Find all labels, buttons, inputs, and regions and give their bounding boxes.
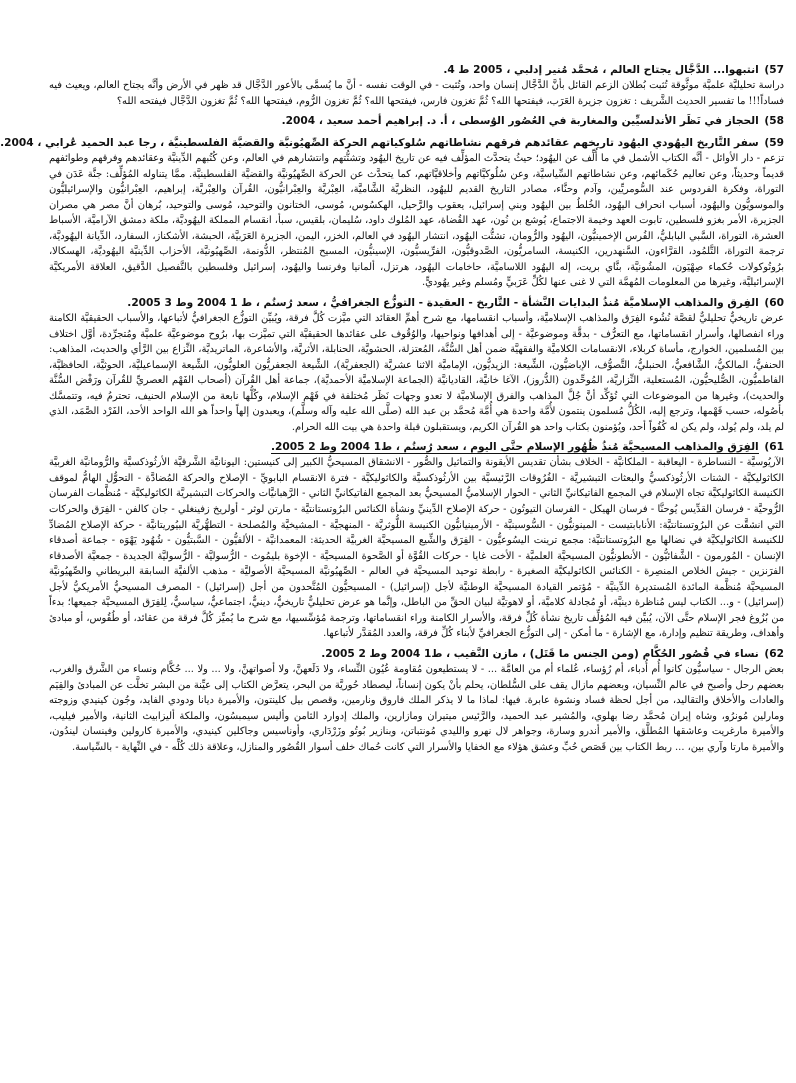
entry-description: بعض الرجال - سياسيُّون كانوا أُم أُدباء، أم رُؤساء، عُلماء أم من العامَّة ... - لا يستطيعون مُقاومة عُيُون النِّساء، ولا دَلَعهنَّ، ولا أصواتهنَّ، ولا ... ولا ... حُكَّام ونساء من الشَّرق والغرب، بعضهم رحل وأصبح في عالم النِّسيان، وبعضهم مازال يقف على السُّلطان، يحلم بأنْ يكون إنساناً، ليصطاد حُوريَّة من البحر، يتعرَّض الكتاب إلى عيِّنة من البشر تخلَّت عن المبادئ والقِيَم والعادات والأخلاق والتقاليد، من أجل لحظة فساد ونشوة عابرة. فيها: لماذا ما لا يذكر الملك فاروق ونارمين، وقصص بيل كلينتون، والأميرة ديانا ودودي الفايد، وجُون كينيدي وزوجته ومارلين مُونرُو، وشاه إيران مُحمَّد رضا بهلوي، والمُشير عبد الحميد، والرَّئيس ميتيران ومازارين، والملك إدوارد الثامن وأليس سيمبسُون، والملكة أليزابيث الثانية، والأمير فيليب، والأميرة مارغريت وعاشقها المُطلَّق، والأمير أندرو وسارة، وجواهر لال نهرو والليدي مُونتباتن، وبنازير بُوتُو وزَرْدَاري، وأوناسيس وجاكلين كينيدي، والأميرة كارولين وفينسان ليندُون، والأميرة مارتا وآري بين، ... ربط الكتاب بين قَصَص حُبِّ وعشق هؤلاء مع الخفايا والأسرار التي كانت حُماك خلف أسوار القُصُور والمنازل، وعلاقة ذلك كُلِّه - في النِّهاية - بالسِّياسة. [49, 663, 784, 753]
entry-title: الفِرَق والمذاهب المسيحيَّة مُنذُ ظُهُور الإسلام حتَّى اليوم ، سعد رُستُم ، ط1 2004 وط 2 2005. [270, 441, 759, 454]
entry-heading [49, 113, 784, 129]
entry-heading [49, 295, 784, 311]
entry-number: 61) [764, 441, 784, 454]
entry-description: دراسة تحليليَّة علميَّة موثَّوقة تُثبت بُطلان الزعم القائل بأنَّ الدَّجَّال إنسان واحد، وتُثبت - في الوقت نفسه - أنَّ ما يُسمَّى بالأعور الدَّجَّال قد ظهر في الأرض وأنَّه يجتاح العالم، ويعيث فيه فساداً!!! ما تفسير الحديث الشَّريف : تغزون جزيرة العَرَب، فيفتحها الله؟ ثُمَّ تغزون فارس، فيفتحها الله؟ ثُمَّ تغزون الرُّوم، فيفتحها الله؟ ثُمَّ تغزون الدَّجَّال فيفتحه الله؟ [49, 80, 784, 107]
entry-description: تزعم - دار الأوائل - أنَّه الكتاب الأشمل في ما أُلِّف عن اليهُود؛ حيثُ يتحدَّث المؤلِّف فيه عن تاريخ اليهُود وتشتُّتهم وانتشارهم في العالم، وعن كُتُبهم الدِّينيَّة وعقائدهم وفرقهم وطوائفهم قديماً وحديثاً، وعن تعاليم حُكَمائهم، وعن نشاطاتهم السِّياسيَّة، وعن سُلُوكيَّاتهم وأخلاقيَّاتهم، كما يتحدَّث عن الحركة الصِّهيُونيَّة والقضيَّة الفلسطينيَّة. ممَّا يتناوله المُؤلِّف: جنَّة عَدَن في التوراة، وفكرة الفردوس عند السُّومريِّين، وآدم وحنَّاء، مصادر التاريخ القديم لليهُود، النظريَّة الشَّاميَّة، العِبْريَّة والعِبْرانيُّون، القُرآن والعِبْريَّة، إبراهيم، العِبْرانيُّون والإسرائيليُّون والموسويُّون واليهُود، أسباب انحراف اليهُود، الخُلطُ بين اليهُود وبني إسرائيل، يعقوب والرَّحيل، الهكسُوس، مُوسى، الختانون والتوحيد، مُوسى والتوحيد، بُرهان أنَّ مصر هي مصران الجزيرة، الأمر بغزو فلسطين، تابوت العهد وخيمة الاجتماع، يُوشع بن نُون، عهد القُضاة، عهد المُلوك داود، سُليمان، بلقيس، سبأ، انقسام المملكة اليهُوديَّة، ملكة دمشق الآراميَّة، الأسباط العشرة، التوراة، السَّبي البابليُّ، الفُرس الإخمينيُّون، اليهُود والرُّومان، تشتُّت اليهُود، انتشار اليهُود في العالم، الخزر، اليمن، الجزيرة العَرَبيَّة، الحبشة، الأشكناز، السفارد، الدِّيانة اليهُوديَّة، ترجمة التوراة، التَّلمُود، القرَّاءون، السَّنهدرين، الكنيسة، السامريُّون، الصَّدوقيُّون، الفرِّيسيُّون، الإسينيُّون، المسيح المُنتظر، الدُّونمة، الصِّهيُونيَّة، الأحزاب الدِّينيَّة اليهُوديَّة، الهسكالا، برُوتُوكولات حُكماء صِهْيَون، المشُونيَّة، بنَّاي بريت، إله اليهُود اللاساميَّة، حاخامات اليهُود، هرتزل، ألمانيا وفرنسا واليهُود، إسرائيل وفلسطين بالتَّفصيل الدَّقيق، العلاقة الأمريكيَّة الإسرائيليَّة، وغيرها من المعلومات المُهمَّة التي لا غنى عنها لكُلِّ عَرَبيٍّ ومُسلم وغير يهُوديٍّ. [49, 153, 784, 289]
entry-heading [49, 62, 784, 78]
entry-heading [0, 135, 784, 151]
catalog-entry-59 [0, 135, 784, 291]
catalog-entry-61 [49, 439, 784, 642]
entry-title: نساء في قُصُور الحُكَّام (ومن الجنس ما قَتَل) ، مازن النَّقيب ، ط1 2004 وط 2 2005. [321, 647, 759, 660]
entry-heading [49, 439, 784, 455]
entry-title: الحجاز في نَظَر الأندلسيِّين والمغاربة في العُصُور الوُسطى ، أ. د. إبراهيم أحمد سعيد ، 2004. [281, 115, 759, 128]
catalog-entry-62 [49, 646, 784, 755]
entry-description: عرض تاريخيٌّ تحليليٌّ لقصَّة نُشُوء الفِرَق والمذاهب الإسلاميَّة، وأسباب انقسامها، مع شرح أهمِّ العقائد التي ميَّزت كُلَّ فرقة، ويُبيِّن التوزُّع الجغرافيُّ لأتباعها، والأسباب الحقيقيَّة الكامنة وراء انفصالها، وأسرار انقساماتها، مع التعرُّف - بدقَّة وموضوعيَّة - إلى أهدافها ونواحيها، والوُقُوف على عقائدها الحقيقيَّة التي تميَّزت بها، برُوح موضوعيَّة علميَّة ومُتجرِّدة، أوَّل اختلاف بين المُسلمين، الخوارج، مأساة كربلاء، الانقسامات الكلاميَّة والفقهيَّة ضمن أهل السُّنَّة، المُعتزلة، الحشويَّة، الحنابلة، الأثريَّة، والأشاعرة، الماتريديَّة، النِّزاع بين الرَّأي والحديث، المذاهب: الحنفيُّ، المالكيُّ، الشَّافعيُّ، الحنبليُّ، التَّصوُّف، الإباضيُّون، الشِّيعة: الزيديُّون، الإماميَّة الاثنا عشريَّة (الجعفريَّة)، الشِّيعة الجعفريُّون العلويُّون، الشِّيعة الإسماعيليَّة، الحوثيَّة، الحافظيَّة، الفاطميُّون، الصُّليحيُّون، المُستعلية، النِّزاريَّة، المُوحِّدون (الدُّروز)، الآغا خانيَّة، القاديانيَّة (الجماعة الإسلاميَّة الأحمديَّة)، جماعة أهل القُرآن (أصحاب الفَهْم العصريِّ للقُرآن ورَفْض السُّنَّة والحديث)، وغيرها من الموضوعات التي تُؤكِّد أنَّ جُلَّ المذاهب والفرق الإسلاميَّة لا تعدو وجهات نَظَر مُختلفة في فَهْم الإسلام، وكُلُّها نابعة من الإسلام الحنيف، تحترمُ فيه، وتتمسَّك بأُصُوله، حسب فَهْمها، وترجع إليه، الكُلُّ مُسلمون ينتمون لأُمَّة واحدة هي أُمَّة مُحمَّد بن عبد الله (صلَّى الله عليه وآله وسلَّم)، ويعبدون إلهاً واحداً هو الله الواحد الأحد، الفَرْد الصَّمَد، الذي لم يلد، ولم يُولد، ولم يكن له كُفُواً أحد، ويُؤمنون بكتاب واحد هو القُرآن الكريم، ويستقبلون قبلة واحدة هي بيت الله الحرام. [49, 313, 784, 433]
catalog-entry-58 [49, 113, 784, 129]
entry-heading [49, 646, 784, 662]
catalog-entry-57 [49, 62, 784, 109]
entry-number: 60) [764, 297, 784, 310]
entry-number: 58) [764, 115, 784, 128]
entry-number: 57) [764, 64, 784, 76]
entry-number: 62) [764, 647, 784, 660]
entry-number: 59) [764, 137, 784, 150]
entry-title: الفِرق والمذاهب الإسلاميَّة مُنذُ البدايات النَّشأة - التَّاريخ - العقيدة - التوزُّع الجغرافيُّ ، سعد رُستُم ، ط 1 2004 وط 3 2005. [127, 297, 759, 310]
entry-title: سفر التَّاريخ اليهُودي اليهُود تاريخهم عقائدهم فرقهم نشاطاتهم سُلوكياتهم الحركة الصِّهيُونيَّة والقضيَّة الفلسطينيَّة ، رجا عبد الحميد عُرابي ، 2004. [0, 137, 759, 150]
entry-description: الآريُوسيَّة - النساطرة - اليعاقبة - الملكانيَّة - الخلاف بشأن تقديس الأيقونة والتماثيل والصُّور - الانشقاق المسيحيُّ الكبير إلى كنيستين: اليونانيَّة الشَّرقيَّة الأرثُوذكسيَّة والرُّومانيَّة الغربيَّة الكاثوليكيَّة - الشتات الأرثُوذكسيُّ والبعثات التبشيريَّة - الفُرُوقات الرَّئيسيَّة بين الأرثُوذكسيَّة والكاثوليكيَّة - فترة الانقسام البابويِّ - الإصلاح والحركة المُضادَّة - التحوُّل الهامُّ لموقف الكنيسة الكاثوليكيَّة تجاه الإسلام في المجمع الفاتيكانيِّ الثاني - الحوار الإسلاميُّ المسيحيُّ بعد المجمع الفاتيكانيِّ الثاني - الرَّهبانيَّات والحركات التبشيريَّة الكاثوليكيَّة - مُنظَّمات الفرسان الرُّوحيَّة - فرسان القدِّيس يُوحنَّا - فرسان الهيكل - الفرسان التيوتُون - حركة الإصلاح الدِّينيِّ ونشأة الكنائس البرُوتستانتيَّة - مارتن لوثر - أولريخ زفينغلي - جان كالفن - الفِرَق والحركات التي انشقَّت عن البرُوتستانتيَّة: الأنابابتيست - المينونيُّون - السُّوسينيَّة - الأرمينيانيُّون الكنيسة اللُّوثريَّة - المنهجيَّة - المشيخيَّة والمُصلحة - التطهُّريَّة البيُوريتانيَّة - حركة الإصلاح المُضادِّ للكنيسة الكاثوليكيَّة في نضالها مع البرُوتستانتيَّة: مجمع ترينت اليسُوعيُّون - الفِرَق والشِّيع المسيحيَّة الغربيَّة الحديثة: المعمدانيَّة - الألفيُّون - السَّبتيُّون - شُهُود يَهْوَه - جماعة أصدقاء الإنسان - المُورمون - الشَّفائيُّون - الأنطونيُّون المسيحيَّة العلميَّة - الأخت غايا - حركات القُوَّة أو الصَّحوة المسيحيَّة - الإخوة بليمُوث - الرُّسوليَّة - الرُّسوليَّة الجديدة - جمعيَّة الأصدقاء الفرَنزين - جيش الخلاص المنصِرة - الكنائس الكاثوليكيَّة الصغيرة - رابطة توحيد المسيحيَّة في العالم - الصِّهيُونيَّة المسيحيَّة الأصوليَّة - مذهب الألفيَّة السابقة البريطاني والصِّهيُونيَّة المسيحيَّة مُنظَّمة المائدة المُستديرة الدِّينيَّة - مُؤتمر القيادة المسيحيَّة الوطنيَّة لأجل (إسرائيل) - المسيحيُّون المُتَّحدون من أجل (إسرائيل) - المصرف المسيحيُّ الأمريكيُّ لأجل (إسرائيل) - و... الكتاب ليس مُناظرة دينيَّة، أو مُجادلة كلاميَّة، أو لاهوتيَّة لبيان الحقِّ من الباطل، وإنَّما هو عرض تحليليٌّ تاريخيٌّ، دينيٌّ، اجتماعيٌّ، سياسيٌّ، لِلفِرَق المسيحيَّة جميعها؛ بدءاً من بُزُوغ فجر الإسلام حتَّى الآن، يُبيِّن فيه المُؤلِّف تاريخ نشأة كُلِّ فرقة، والأسرار الكامنة وراء انقساماتها، وترجمة مُؤسِّسيها، مع شرح ما يُميِّز كُلَّ فرقة من عقائد، أو طُقُوس، أو مبادئ وأهداف، وطريقة تنظيم وإدارة، مع الإشارة - ما أمكن - إلى التوزُّع الجغرافيِّ لأبناء كُلِّ فرقة، والعدد المُقدَّر لأتباعها. [49, 457, 784, 640]
entry-title: انتبهوا... الدَّجَّال يجتاح العالم ، مُحمَّد مُنير إدلبي ، 2005 ط 4. [443, 64, 759, 76]
catalog-entry-60 [49, 295, 784, 435]
